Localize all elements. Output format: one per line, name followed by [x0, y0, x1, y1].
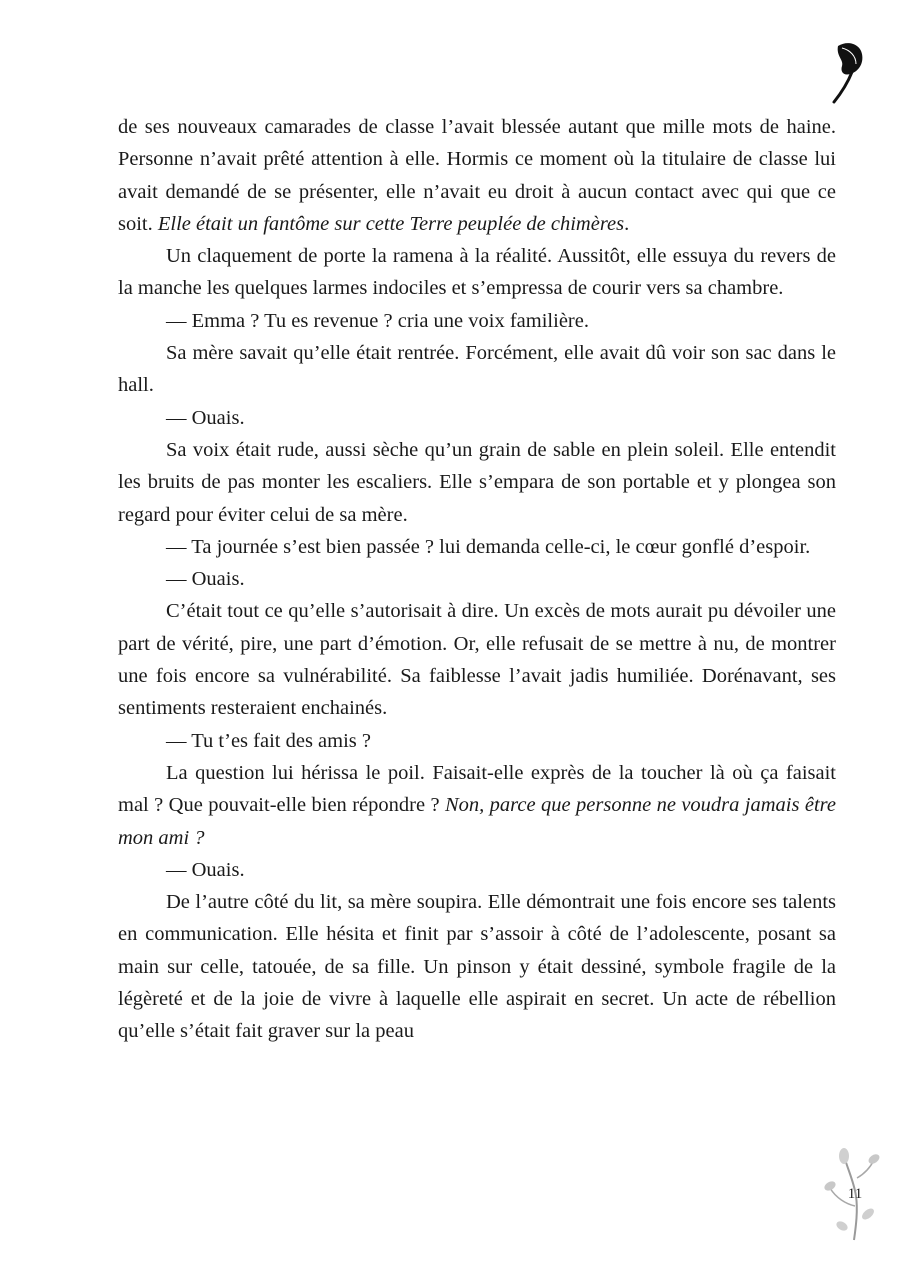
text-segment: de ses nouveaux camarades de classe l’avait blessée autant que mille mots de haine. Personne n’avait prêté attention à elle. Hormis ce moment où la titulaire de classe lui avait demandé de se présenter, elle n’avait eu droit à aucun contact avec qui que ce soit.: [118, 116, 836, 235]
paragraph: [118, 240, 836, 305]
text-segment: Un claquement de porte la ramena à la réalité. Aussitôt, elle essuya du revers de la manche les quelques larmes indociles et s’empressa de courir vers sa chambre.: [118, 245, 836, 300]
text-segment: — Ouais.: [166, 568, 245, 591]
paragraph: [118, 725, 836, 757]
page-number: 11: [847, 1186, 863, 1202]
text-segment: — Tu t’es fait des amis ?: [166, 729, 371, 752]
text-segment: — Ta journée s’est bien passée ? lui demanda celle-ci, le cœur gonflé d’espoir.: [166, 535, 811, 558]
paragraph: [118, 434, 836, 531]
paragraph: [118, 402, 836, 434]
paragraph: [118, 757, 836, 854]
text-segment: .: [624, 212, 630, 235]
paragraph: [118, 111, 836, 240]
italic-text: Non, parce que personne ne voudra jamais être mon ami ?: [118, 794, 836, 849]
text-segment: — Ouais.: [166, 858, 245, 881]
body-text: [118, 111, 836, 1048]
text-segment: Sa mère savait qu’elle était rentrée. Forcément, elle avait dû voir son sac dans le hall.: [118, 342, 836, 397]
paragraph: [118, 563, 836, 595]
paragraph: [118, 595, 836, 724]
paragraph: [118, 531, 836, 563]
paragraph: [118, 886, 836, 1047]
text-segment: Sa voix était rude, aussi sèche qu’un grain de sable en plein soleil. Elle entendit les bruits de pas monter les escaliers. Elle s’empara de son portable et y plongea son regard pour éviter celui de sa mère.: [118, 438, 836, 526]
paragraph: [118, 854, 836, 886]
paragraph: [118, 337, 836, 402]
text-segment: — Emma ? Tu es revenue ? cria une voix familière.: [166, 309, 589, 332]
italic-text: Elle était un fantôme sur cette Terre peuplée de chimères: [157, 212, 625, 235]
text-segment: — Ouais.: [166, 406, 245, 429]
paragraph: [118, 305, 836, 337]
text-segment: La question lui hérissa le poil. Faisait-elle exprès de la toucher là où ça faisait mal ? Que pouvait-elle bien répondre ?: [118, 761, 836, 817]
feather-ornament-icon: [822, 38, 870, 108]
text-segment: De l’autre côté du lit, sa mère soupira. Elle démontrait une fois encore ses talents en communication. Elle hésita et finit par s’assoir à côté de l’adolescente, posant sa main sur celle, tatouée, de sa fille. Un pinson y était dessiné, symbole fragile de la légèreté et de la joie de vivre à laquelle elle aspirait en secret. Un acte de rébellion qu’elle s’était fait graver sur la peau: [118, 891, 836, 1043]
text-segment: C’était tout ce qu’elle s’autorisait à dire. Un excès de mots aurait pu dévoiler une part de vérité, pire, une part d’émotion. Or, elle refusait de se mettre à nu, de montrer une fois encore sa vulnérabilité. Sa faiblesse l’avait jadis humiliée. Dorénavant, ses sentiments resteraient enchainés.: [118, 600, 836, 720]
